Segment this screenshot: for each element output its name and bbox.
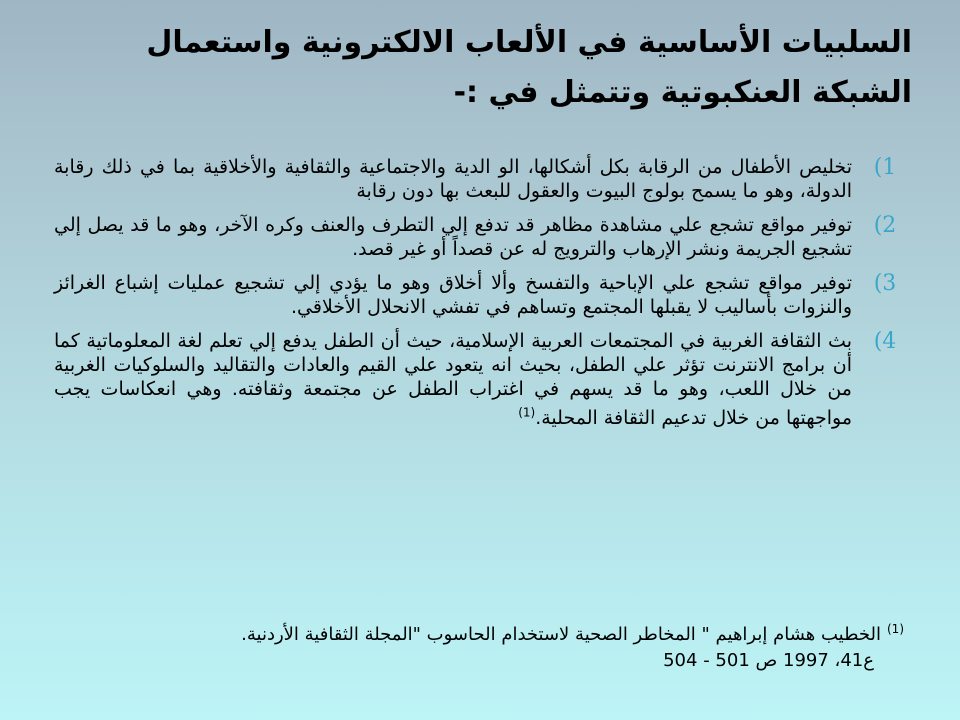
item-number: 2) xyxy=(873,213,897,238)
list-item xyxy=(54,329,904,430)
footnote-citation: الخطيب هشام إبراهيم " المخاطر الصحية لاستخدام الحاسوب "المجلة الثقافية الأردنية. xyxy=(241,624,881,645)
footnote-pages: ع41، 1997 ص 501 - 504 xyxy=(663,650,874,671)
footnote-reference: (1) xyxy=(518,406,536,420)
list-item xyxy=(54,271,904,319)
slide-title: السلبيات الأساسية في الألعاب الالكترونية واستعمال الشبكة العنكبوتية وتتمثل في :- xyxy=(146,25,912,110)
item-text: توفير مواقع تشجع علي مشاهدة مظاهر قد تدفع إلي التطرف والعنف وكره الآخر، وهو ما قد يصل إلي تشجيع الجريمة ونشر الإرهاب والترويج له عن قصداً أو غير قصد. xyxy=(54,214,852,260)
item-text: توفير مواقع تشجع علي الإباحية والتفسخ وألا أخلاق وهو ما يؤدي إلي تشجيع عمليات إشباع الغرائز والنزوات بأساليب لا يقبلها المجتمع وتساهم في تفشي الانحلال الأخلاقي. xyxy=(54,272,852,318)
item-number: 3) xyxy=(873,271,897,296)
list-item xyxy=(54,155,904,203)
footnote xyxy=(44,616,904,674)
item-text: بث الثقافة الغربية في المجتمعات العربية الإسلامية، حيث أن الطفل يدفع إلي تعلم لغة المعلوماتية كما أن برامج الانترنت تؤثر علي الطفل، بحيث انه يتعود علي القيم والعادات والتقاليد والسلوكيات الغربية من خلال اللعب، وهو ما قد يسهم في اغتراب الطفل عن مجتمعة وثقافته. وهي انعكاسات يجب مواجهتها من خلال تدعيم الثقافة المحلية. xyxy=(54,330,852,430)
item-text-wrap xyxy=(54,330,852,429)
list-item xyxy=(54,213,904,261)
footnote-marker: (1) xyxy=(886,622,904,636)
item-number: 4) xyxy=(873,329,897,354)
item-text: تخليص الأطفال من الرقابة بكل أشكالها، الو الدية والاجتماعية والثقافية والأخلاقية بما في ذلك رقابة الدولة، وهو ما يسمح بولوج البيوت والعقول للبعث بها دون رقابة xyxy=(54,156,852,202)
item-number: 1) xyxy=(873,155,897,180)
bullet-list xyxy=(54,155,904,440)
